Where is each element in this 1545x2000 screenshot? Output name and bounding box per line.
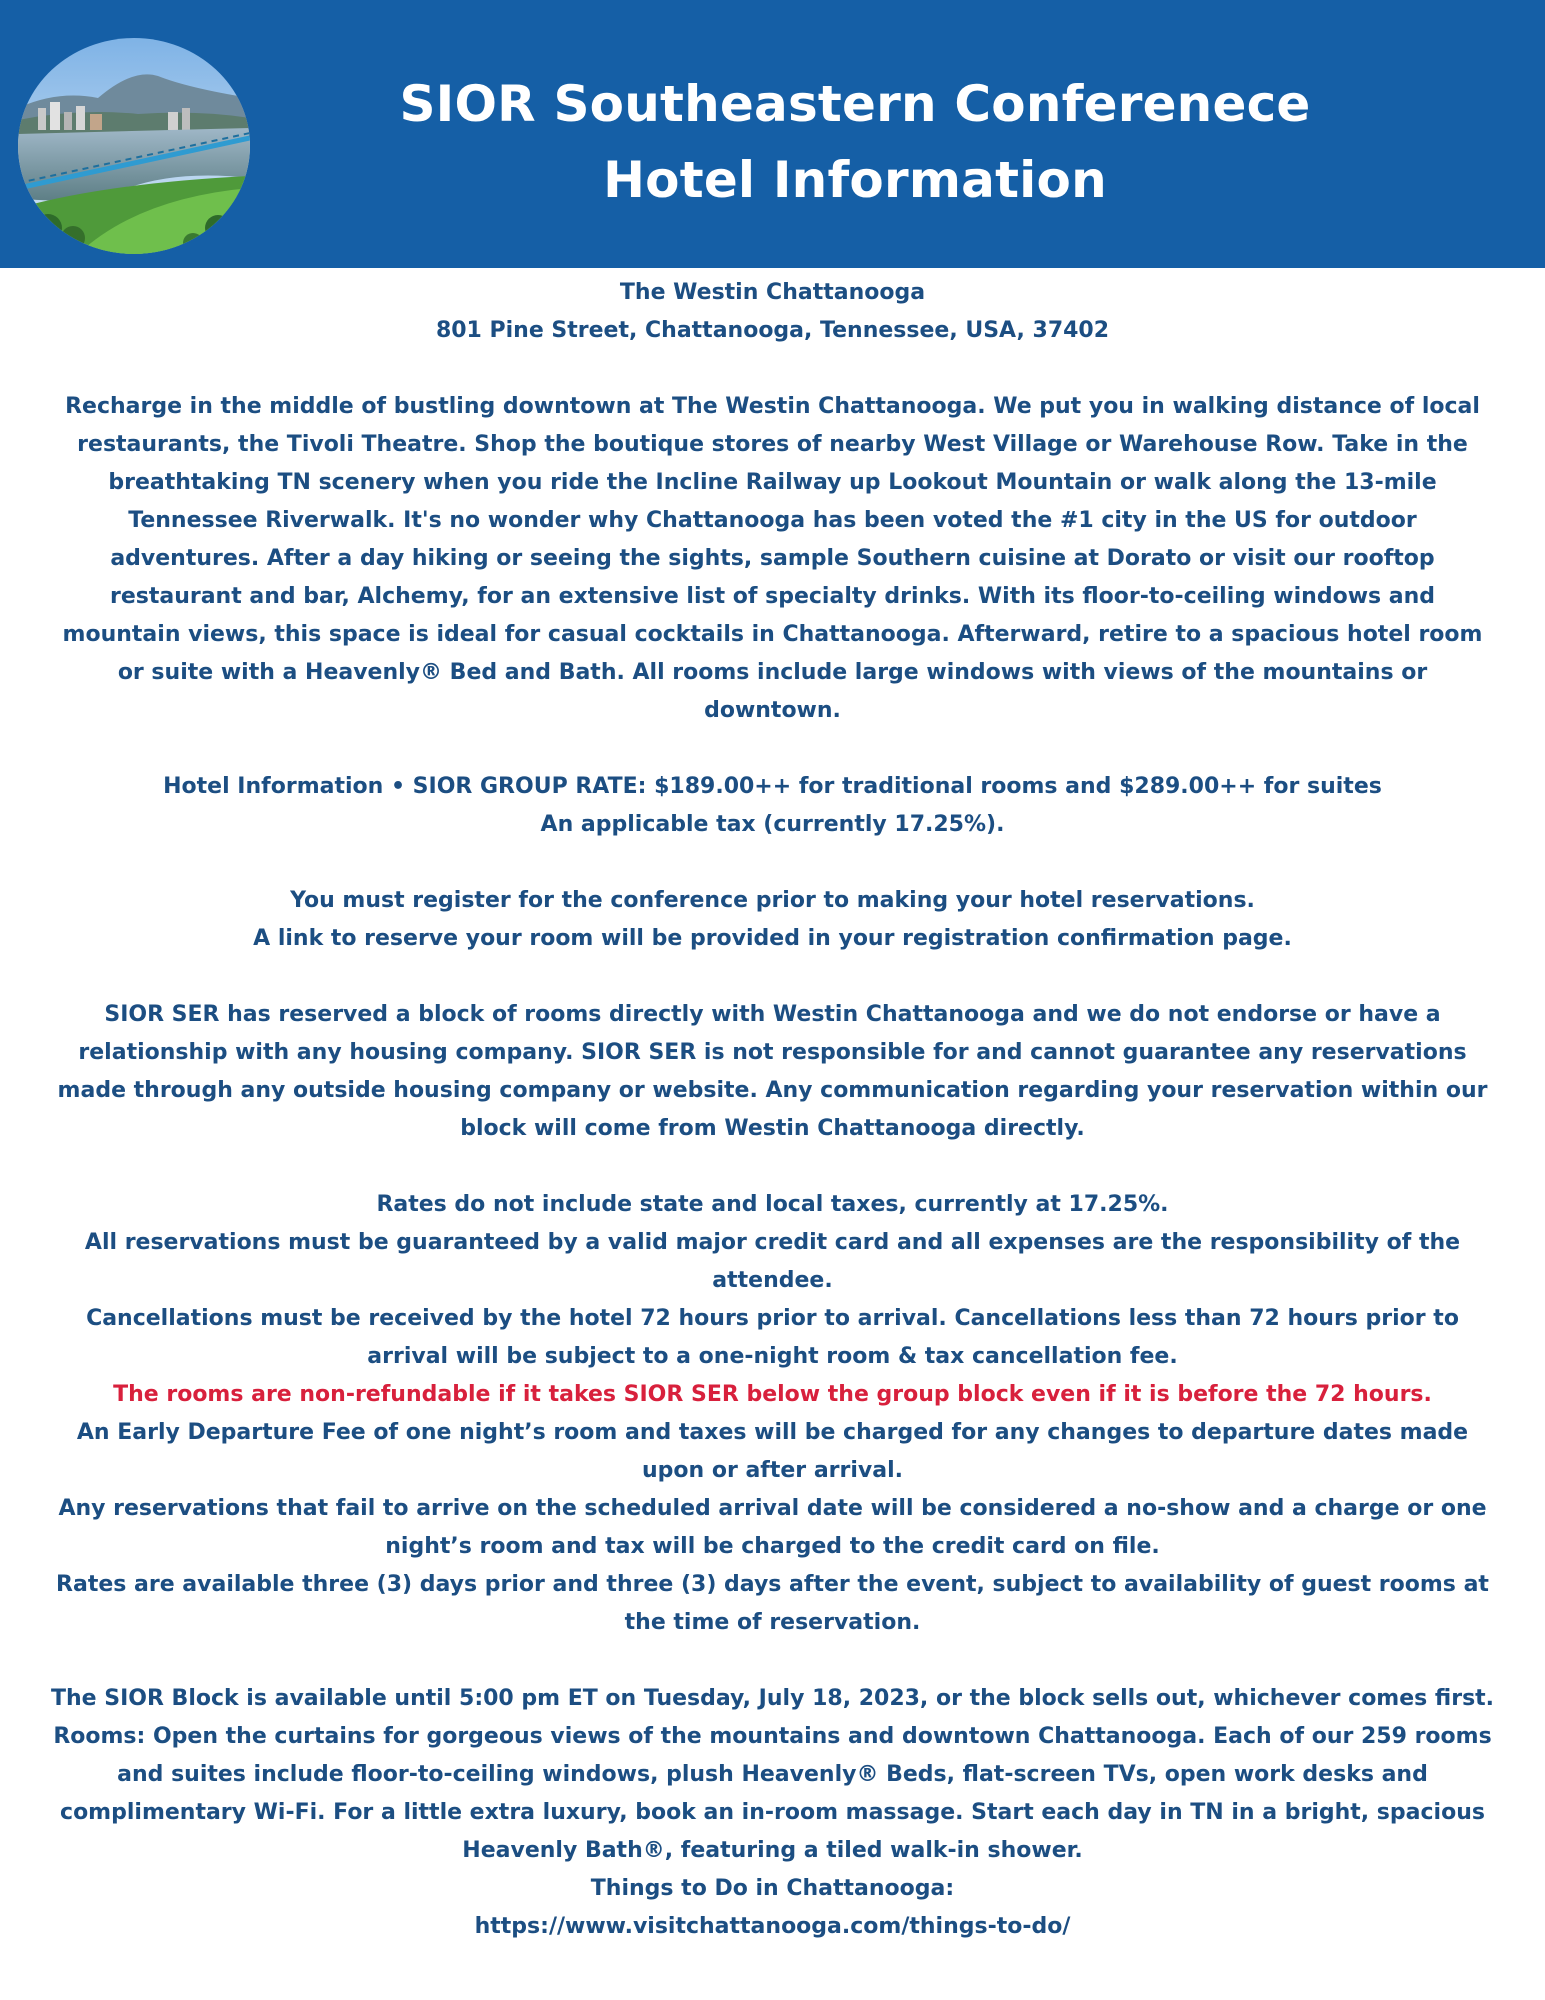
things-to-do-link[interactable]: https://www.visitchattanooga.com/things-to-do/	[474, 1914, 1071, 1939]
chattanooga-city-photo	[18, 38, 250, 254]
policy-guarantee: All reservations must be guaranteed by a valid major credit card and all expenses are the responsibility of the attendee.	[84, 1230, 1461, 1293]
registration-line-2: A link to reserve your room will be provided in your registration confirmation page.	[253, 926, 1292, 951]
block-deadline: The SIOR Block is available until 5:00 pm ET on Tuesday, July 18, 2023, or the block sells out, whichever comes first.	[50, 1686, 1495, 1711]
policy-cancellation: Cancellations must be received by the hotel 72 hours prior to arrival. Cancellations less than 72 hours prior to arrival will be subject to a one-night room & tax cancellation fee.	[86, 1306, 1459, 1369]
spacer	[50, 958, 1495, 996]
policy-non-refundable: The rooms are non-refundable if it takes SIOR SER below the group block even if it is before the 72 hours.	[113, 1382, 1432, 1407]
title-line-1: SIOR Southeastern Conferenece	[399, 75, 1311, 133]
block-notice: SIOR SER has reserved a block of rooms directly with Westin Chattanooga and we do not endorse or have a relationship with any housing company. SIOR SER is not responsible for and cannot guarantee any reservations made through any outside housing company or website. Any communication regarding your reservation within our block will come from Westin Chattanooga directly.	[57, 1002, 1488, 1141]
spacer	[50, 844, 1495, 882]
tax-note: An applicable tax (currently 17.25%).	[540, 812, 1005, 837]
policy-no-show: Any reservations that fail to arrive on the scheduled arrival date will be considered a no-show and a charge or one night’s room and tax will be charged to the credit card on file.	[58, 1496, 1487, 1559]
registration-line-1: You must register for the conference prior to making your hotel reservations.	[290, 888, 1255, 913]
hotel-address: 801 Pine Street, Chattanooga, Tennessee, USA, 37402	[435, 318, 1110, 343]
group-rate: Hotel Information • SIOR GROUP RATE: $189.00++ for traditional rooms and $289.00++ for suites	[163, 774, 1382, 799]
policy-taxes: Rates do not include state and local taxes, currently at 17.25%.	[376, 1192, 1169, 1217]
spacer	[50, 1642, 1495, 1680]
spacer	[50, 350, 1495, 388]
hotel-name: The Westin Chattanooga	[619, 280, 926, 305]
hotel-description: Recharge in the middle of bustling downtown at The Westin Chattanooga. We put you in walking distance of local restaurants, the Tivoli Theatre. Shop the boutique stores of nearby West Village or Warehouse Row. Take in the breathtaking TN scenery when you ride the Incline Railway up Lookout Mountain or walk along the 13-mile Tennessee Riverwalk. It's no wonder why Chattanooga has been voted the #1 city in the US for outdoor adventures. After a day hiking or seeing the sights, sample Southern cuisine at Dorato or visit our rooftop restaurant and bar, Alchemy, for an extensive list of specialty drinks. With its floor-to-ceiling windows and mountain views, this space is ideal for casual cocktails in Chattanooga. Afterward, retire to a spacious hotel room or suite with a Heavenly® Bed and Bath. All rooms include large windows with views of the mountains or downtown.	[62, 394, 1483, 723]
policy-availability: Rates are available three (3) days prior and three (3) days after the event, subject to availability of guest rooms at the time of reservation.	[56, 1572, 1489, 1635]
spacer	[50, 1148, 1495, 1186]
page-title	[270, 66, 1440, 218]
hotel-info-body	[50, 274, 1495, 1946]
policy-early-departure: An Early Departure Fee of one night’s room and taxes will be charged for any changes to departure dates made upon or after arrival.	[76, 1420, 1469, 1483]
rooms-description: Rooms: Open the curtains for gorgeous views of the mountains and downtown Chattanooga. Each of our 259 rooms and suites include floor-to-ceiling windows, plush Heavenly® Beds, flat-screen TVs, open work desks and complimentary Wi-Fi. For a little extra luxury, book an in-room massage. Start each day in TN in a bright, spacious Heavenly Bath®, featuring a tiled walk-in shower.	[53, 1724, 1492, 1863]
header-banner	[0, 0, 1545, 268]
spacer	[50, 730, 1495, 768]
things-to-do-heading: Things to Do in Chattanooga:	[590, 1876, 955, 1901]
title-line-2: Hotel Information	[603, 151, 1107, 209]
